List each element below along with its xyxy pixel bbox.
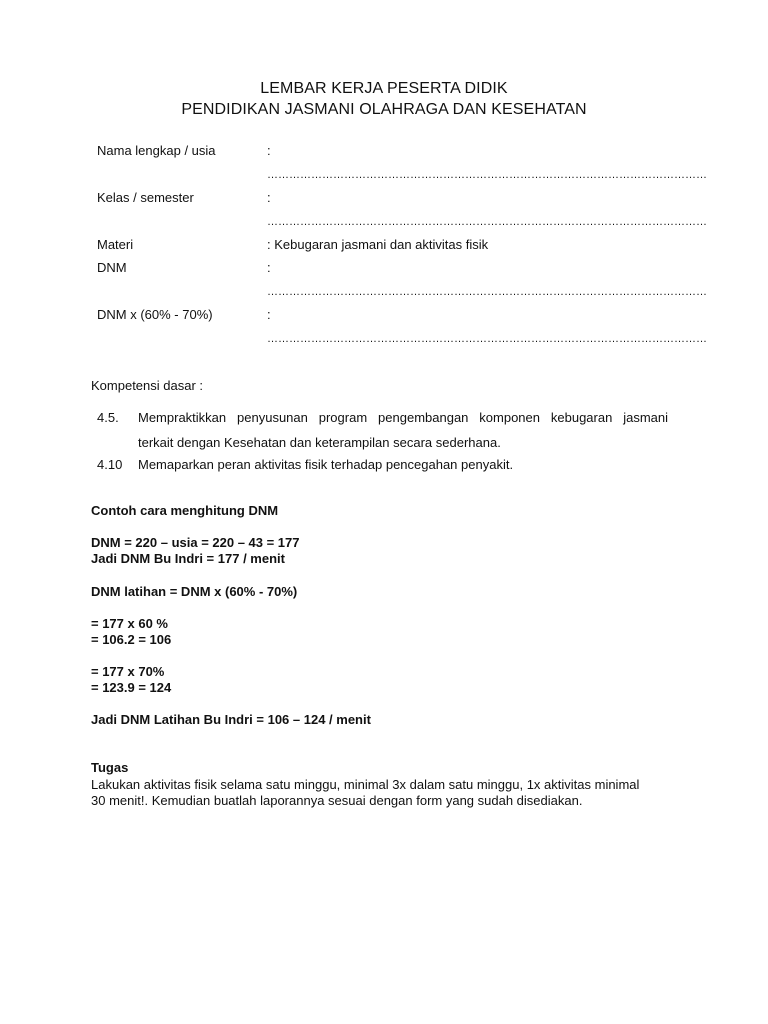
field-colon-dnm-range: : [267, 307, 271, 322]
example-line-conclusion: Jadi DNM Latihan Bu Indri = 106 – 124 / menit [91, 712, 371, 727]
field-label-dnm: DNM [97, 260, 127, 275]
example-line-60-percent: = 177 x 60 % [91, 616, 168, 631]
field-label-kelas: Kelas / semester [97, 190, 194, 205]
kd-text-4-10: Memaparkan peran aktivitas fisik terhadap pencegahan penyakit. [138, 457, 514, 472]
kd-text-4-5-line1: Mempraktikkan penyusunan program pengembangan komponen kebugaran jasmani [138, 410, 668, 425]
example-heading: Contoh cara menghitung DNM [91, 503, 279, 518]
example-line-dnm-latihan: DNM latihan = DNM x (60% - 70%) [91, 584, 298, 599]
task-text-line2: 30 menit!. Kemudian buatlah laporannya sesuai dengan form yang sudah disediakan. [91, 793, 583, 808]
field-dots-nama: ………………………………………………………………………………………………………… [267, 169, 707, 181]
field-dots-kelas: ………………………………………………………………………………………………………… [267, 216, 707, 228]
kd-number-4-10: 4.10 [97, 457, 123, 472]
kd-text-4-5-line2: terkait dengan Kesehatan dan keterampilan secara sederhana. [138, 435, 501, 450]
kompetensi-heading: Kompetensi dasar : [91, 378, 204, 393]
subject-title: PENDIDIKAN JASMANI OLAHRAGA DAN KESEHATAN [181, 101, 587, 118]
example-line-dnm-result: Jadi DNM Bu Indri = 177 / menit [91, 551, 285, 566]
field-label-nama: Nama lengkap / usia [97, 143, 216, 158]
example-line-60-result: = 106.2 = 106 [91, 632, 172, 647]
field-colon-dnm: : [267, 260, 271, 275]
field-dots-dnm-range: ………………………………………………………………………………………………………… [267, 333, 707, 345]
field-label-materi: Materi [97, 237, 134, 252]
field-colon-nama: : [267, 143, 271, 158]
kd-number-4-5: 4.5. [97, 410, 119, 425]
worksheet-title: LEMBAR KERJA PESERTA DIDIK [260, 80, 508, 97]
field-label-dnm-range: DNM x (60% - 70%) [97, 307, 213, 322]
task-heading: Tugas [91, 760, 129, 775]
field-value-materi: : Kebugaran jasmani dan aktivitas fisik [267, 237, 489, 252]
example-line-dnm: DNM = 220 – usia = 220 – 43 = 177 [91, 535, 300, 550]
field-dots-dnm: ………………………………………………………………………………………………………… [267, 286, 707, 298]
example-line-70-percent: = 177 x 70% [91, 664, 165, 679]
example-line-70-result: = 123.9 = 124 [91, 680, 172, 695]
task-text-line1: Lakukan aktivitas fisik selama satu minggu, minimal 3x dalam satu minggu, 1x aktivitas minimal [91, 777, 640, 792]
field-colon-kelas: : [267, 190, 271, 205]
